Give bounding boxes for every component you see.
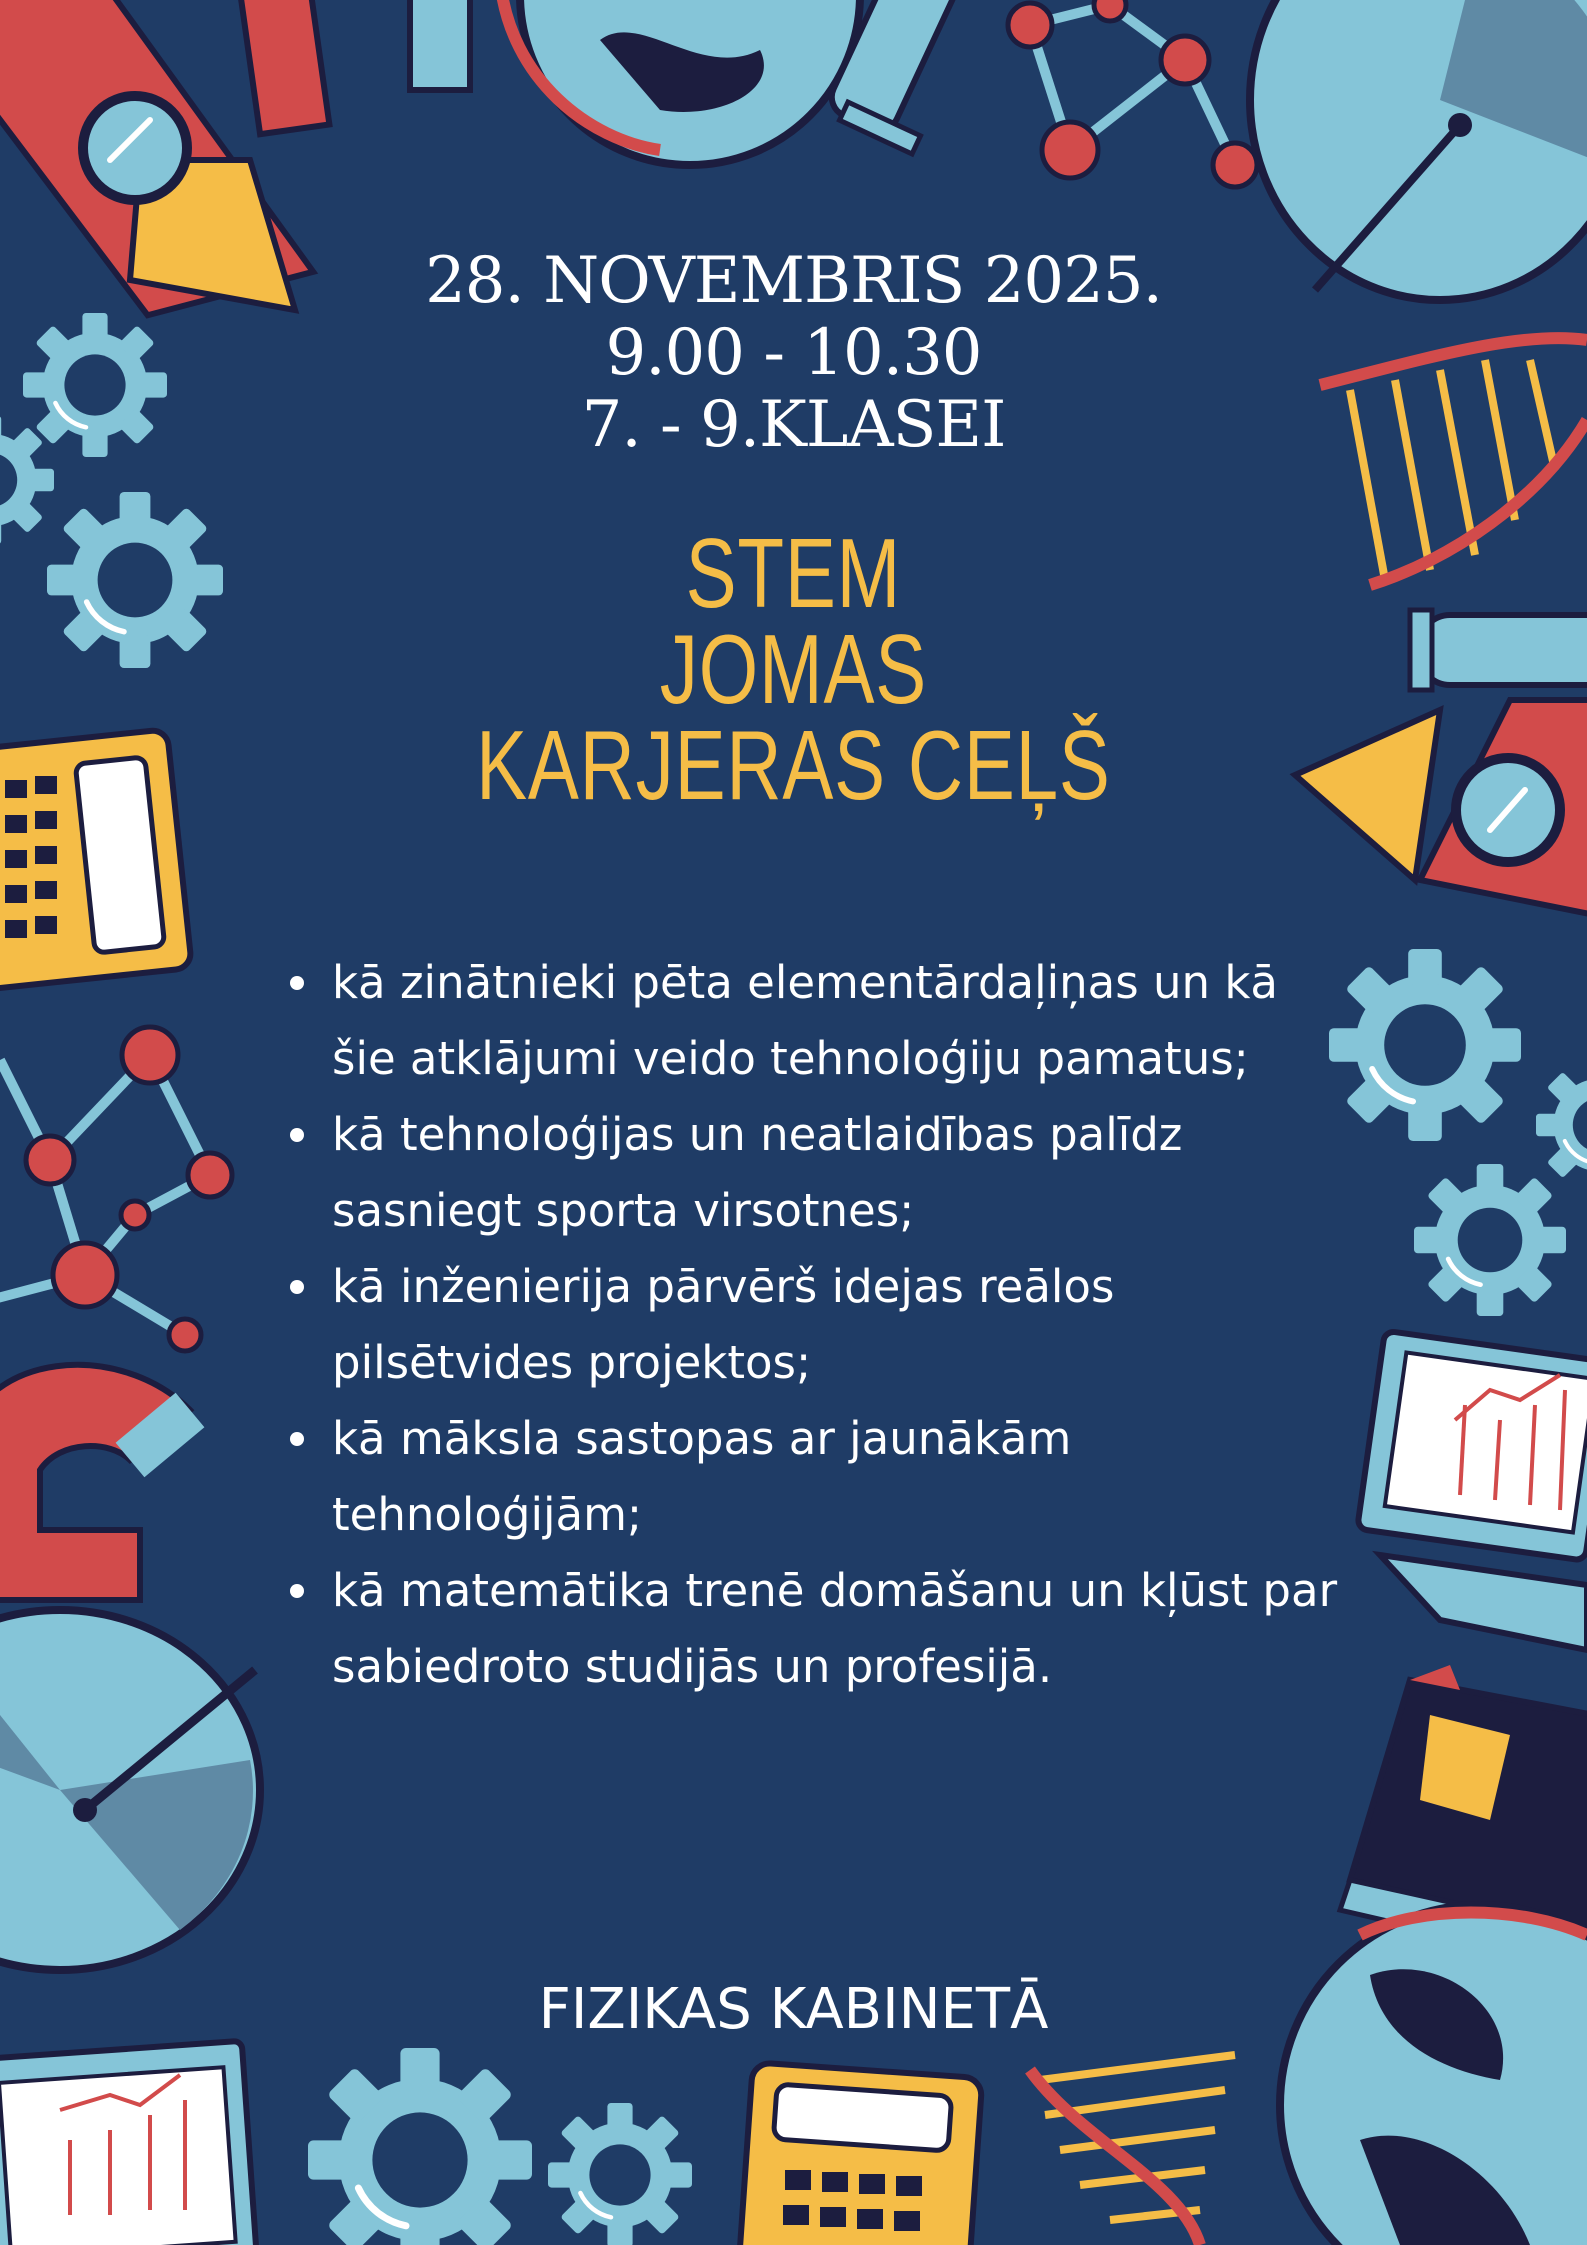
magnet-icon [0, 1365, 190, 1600]
topic-text: kā matemātika trenē domāšanu un kļūst par sabiedroto studijās un profesijā. [332, 1564, 1338, 1693]
list-item [290, 1553, 1350, 1705]
calculator-icon [0, 729, 192, 991]
title-line-1: STEM [685, 518, 902, 628]
molecule-icon [0, 1027, 232, 1351]
laptop-chart-icon [1357, 1331, 1587, 1650]
chart-board-icon [0, 2041, 258, 2245]
list-item [290, 1097, 1350, 1249]
bullet-icon [290, 1128, 304, 1142]
topic-text: kā zinātnieki pēta elementārdaļiņas un kā šie atklājumi veido tehnoloģiju pamatus; [332, 956, 1278, 1085]
bullet-icon [290, 1280, 304, 1294]
event-time: 9.00 - 10.30 [605, 316, 982, 390]
topic-text: kā tehnoloģijas un neatlaidības palīdz sasniegt sporta virsotnes; [332, 1108, 1183, 1237]
list-item [290, 1401, 1350, 1553]
event-audience: 7. - 9.KLASEI [581, 388, 1006, 462]
gear-icon [1414, 1164, 1566, 1316]
magnet-icon [241, 0, 470, 134]
event-details [0, 245, 1587, 461]
event-location: FIZIKAS KABINETĀ [538, 1977, 1049, 2042]
list-item [290, 945, 1350, 1097]
poster-title [174, 518, 1412, 820]
gear-icon [548, 2103, 692, 2245]
gear-icon [308, 2048, 532, 2245]
gear-icon [1329, 949, 1521, 1141]
test-tube-icon [1410, 610, 1587, 690]
bullet-icon [290, 1584, 304, 1598]
globe-icon [500, 0, 860, 165]
globe-icon [1280, 1905, 1587, 2245]
bullet-icon [290, 1432, 304, 1446]
event-date: 28. NOVEMBRIS 2025. [425, 244, 1162, 318]
list-item [290, 1249, 1350, 1401]
topic-text: kā inženierija pārvērš idejas reālos pilsētvides projektos; [332, 1260, 1115, 1389]
title-line-3: KARJERAS CEĻŠ [476, 710, 1111, 820]
molecule-icon [1008, 0, 1257, 187]
dna-icon [1030, 2055, 1235, 2245]
topic-list [290, 945, 1350, 1705]
title-line-2: JOMAS [659, 614, 928, 724]
bullet-icon [290, 976, 304, 990]
calculator-icon [738, 2062, 983, 2245]
topic-text: kā māksla sastopas ar jaunākām tehnoloģijām; [332, 1412, 1072, 1541]
satellite-dish-icon [0, 1610, 260, 1970]
gear-icon [1536, 1061, 1587, 1189]
